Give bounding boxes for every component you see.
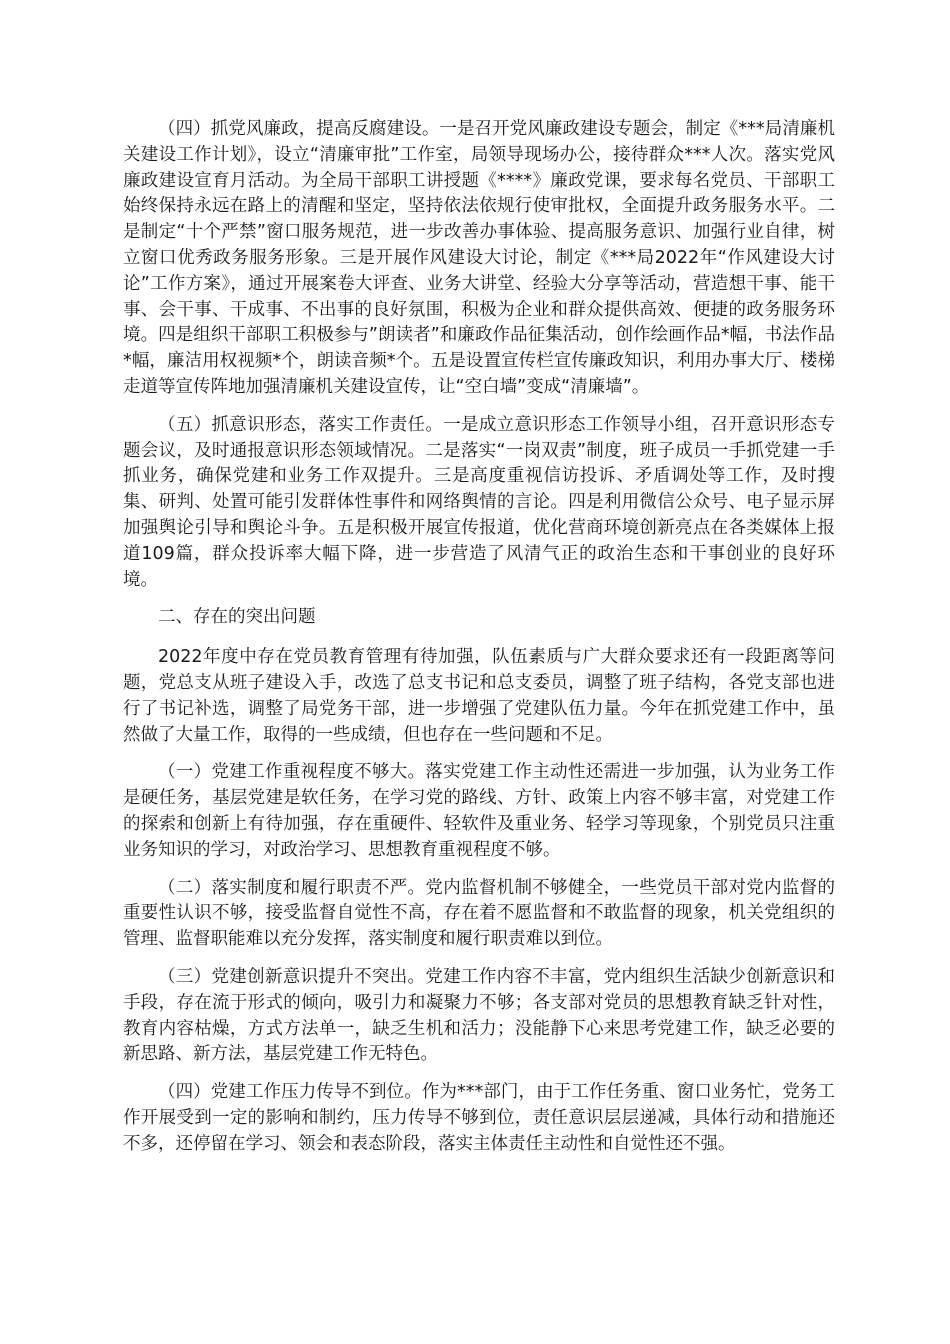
paragraph-problems-intro: 2022年度中存在党员教育管理有待加强，队伍素质与广大群众要求还有一段距离等问题，党总支从班子建设入手，改选了总支书记和总支委员，调整了班子结构，各党支部也进行了书记补选，调整了局党务干部，进一步增强了党建队伍力量。今年在抓党建工作中，虽然做了大量工作，取得的一些成绩，但也存在一些问题和不足。 xyxy=(123,647,835,745)
paragraph-ideology: （五）抓意识形态，落实工作责任。一是成立意识形态工作领导小组，召开意识形态专题会议，及时通报意识形态领域情况。二是落实“一岗双责”制度，班子成员一手抓党建一手抓业务，确保党建和业务工作双提升。三是高度重视信访投诉、矛盾调处等工作，及时搜集、研判、处置可能引发群体性事件和网络舆情的言论。四是利用微信公众号、电子显示屏加强舆论引导和舆论斗争。五是积极开展宣传报道，优化营商环境创新亮点在各类媒体上报道109篇，群众投诉率大幅下降，进一步营造了风清气正的政治生态和干事创业的良好环境。 xyxy=(123,414,835,590)
paragraph-problem-4: （四）党建工作压力传导不到位。作为***部门，由于工作任务重、窗口业务忙，党务工作开展受到一定的影响和制约，压力传导不够到位，责任意识层层递减，具体行动和措施还不多，还停留在学习、领会和表态阶段，落实主体责任主动性和自觉性还不强。 xyxy=(123,1082,835,1154)
paragraph-problem-2: （二）落实制度和履行职责不严。党内监督机制不够健全，一些党员干部对党内监督的重要性认识不够，接受监督自觉性不高，存在着不愿监督和不敢监督的现象，机关党组织的管理、监督职能难以充分发挥，落实制度和履行职责难以到位。 xyxy=(123,877,835,950)
paragraph-problem-3: （三）党建创新意识提升不突出。党建工作内容不丰富，党内组织生活缺少创新意识和手段，存在流于形式的倾向，吸引力和凝聚力不够；各支部对党员的思想教育缺乏针对性，教育内容枯燥，方式方法单一，缺乏生机和活力；没能静下心来思考党建工作，缺乏必要的新思路、新方法，基层党建工作无特色。 xyxy=(123,966,835,1065)
document-page xyxy=(123,117,835,1169)
section-heading-problems: 二、存在的突出问题 xyxy=(158,607,316,628)
paragraph-anti-corruption: （四）抓党风廉政，提高反腐建设。一是召开党风廉政建设专题会，制定《***局清廉机关建设工作计划》，设立“清廉审批”工作室，局领导现场办公，接待群众***人次。落实党风廉政建设宣育月活动。为全局干部职工讲授题《****》廉政党课，要求每名党员、干部职工始终保持永远在路上的清醒和坚定，坚持依法依规行使审批权，全面提升政务服务水平。二是制定“十个严禁”窗口服务规范，进一步改善办事体验、提高服务意识、加强行业自律，树立窗口优秀政务服务形象。三是开展作风建设大讨论，制定《***局2022年“作风建设大讨论”工作方案》，通过开展案卷大评查、业务大讲堂、经验大分享等活动，营造想干事、能干事、会干事、干成事、不出事的良好氛围，积极为企业和群众提供高效、便捷的政务服务环境。四是组织干部职工积极参与”朗读者”和廉政作品征集活动，创作绘画作品*幅，书法作品*幅，廉洁用权视频*个，朗读音频*个。五是设置宣传栏宣传廉政知识，利用办事大厅、楼梯走道等宣传阵地加强清廉机关建设宣传，让“空白墙”变成“清廉墙”。 xyxy=(123,119,835,397)
paragraph-problem-1: （一）党建工作重视程度不够大。落实党建工作主动性还需进一步加强，认为业务工作是硬任务，基层党建是软任务，在学习党的路线、方针、政策上内容不够丰富，对党建工作的探索和创新上有待加强，存在重硬件、轻软件及重业务、轻学习等现象，个别党员只注重业务知识的学习，对政治学习、思想教育重视程度不够。 xyxy=(123,762,835,860)
